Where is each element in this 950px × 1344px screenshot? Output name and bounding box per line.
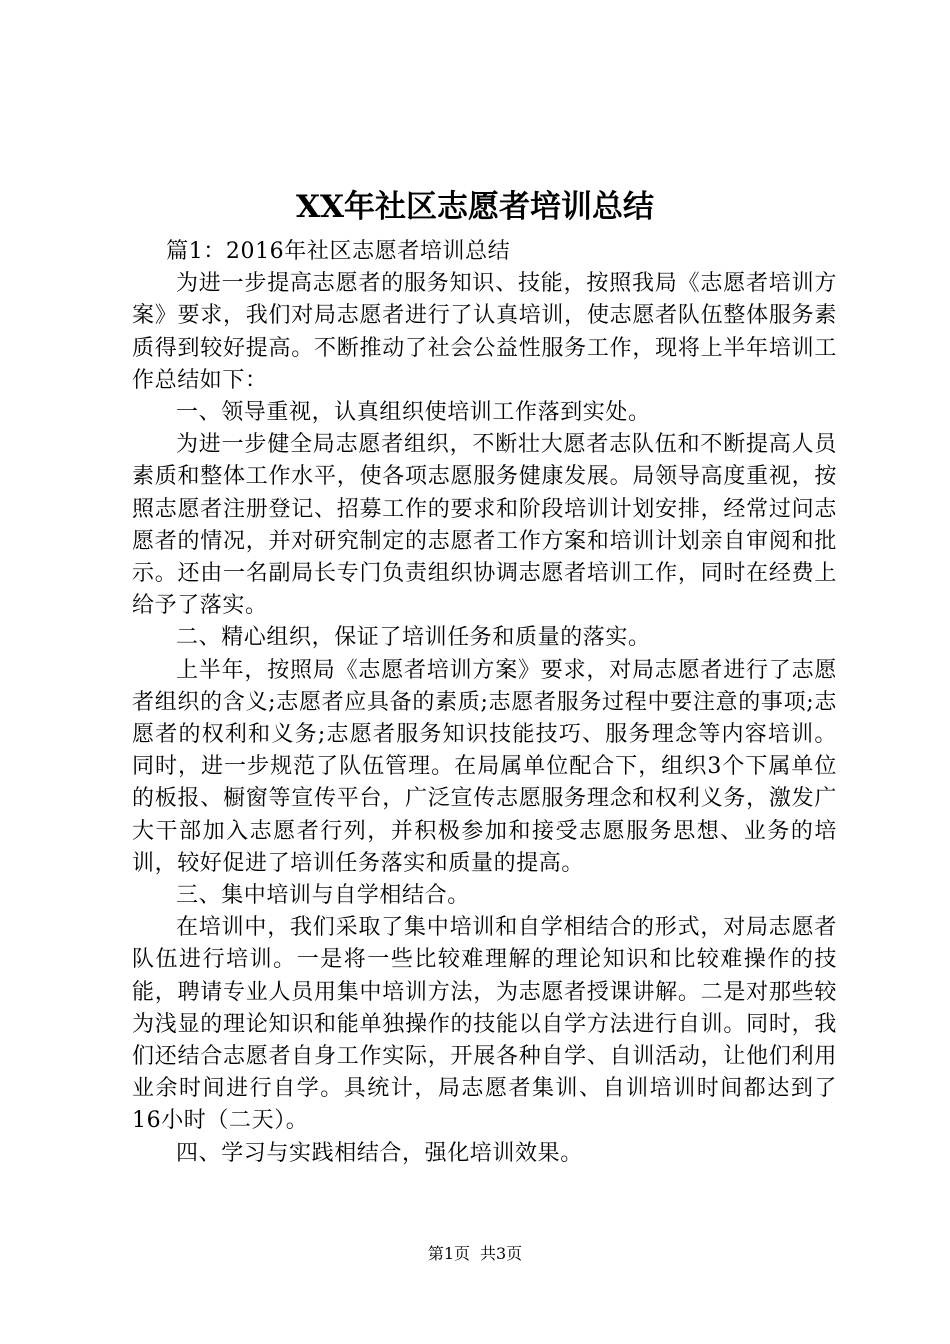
section-heading-4: 四、学习与实践相结合，强化培训效果。	[176, 1140, 583, 1166]
section-heading-3: 三、集中培训与自学相结合。	[176, 883, 470, 909]
document-body	[132, 236, 837, 1170]
paragraph-section-3: 在培训中，我们采取了集中培训和自学相结合的形式，对局志愿者队伍进行培训。一是将一些比较难理解的理论知识和比较难操作的技能，聘请专业人员用集中培训方法，为志愿者授课讲解。二是对那些较为浅显的理论知识和能单独操作的技能以自学方法进行自训。同时，我们还结合志愿者自身工作实际，开展各种自学、自训活动，让他们利用业余时间进行自学。具统计，局志愿者集训、自训培训时间都达到了16小时（二天）。	[132, 915, 837, 1134]
paragraph-section-1: 为进一步健全局志愿者组织，不断壮大愿者志队伍和不断提高人员素质和整体工作水平，使各项志愿服务健康发展。局领导高度重视，按照志愿者注册登记、招募工作的要求和阶段培训计划安排，经常过问志愿者的情况，并对研究制定的志愿者工作方案和培训计划亲自审阅和批示。还由一名副局长专门负责组织协调志愿者培训工作，同时在经费上给予了落实。	[132, 432, 837, 619]
page-total: 共3页	[480, 1244, 523, 1263]
paragraph-intro: 为进一步提高志愿者的服务知识、技能，按照我局《志愿者培训方案》要求，我们对局志愿者进行了认真培训，使志愿者队伍整体服务素质得到较好提高。不断推动了社会公益性服务工作，现将上半年培训工作总结如下：	[132, 271, 837, 393]
section-heading-2: 二、精心组织，保证了培训任务和质量的落实。	[176, 625, 651, 651]
document-title: XX年社区志愿者培训总结	[295, 189, 655, 225]
page-number: 第1页	[427, 1244, 470, 1263]
section-heading-1: 一、领导重视，认真组织使培训工作落到实处。	[176, 400, 651, 426]
paragraph-section-2: 上半年，按照局《志愿者培训方案》要求，对局志愿者进行了志愿者组织的含义;志愿者应具备的素质;志愿者服务过程中要注意的事项;志愿者的权利和义务;志愿者服务知识技能技巧、服务理念等内容培训。同时，进一步规范了队伍管理。在局属单位配合下，组织3个下属单位的板报、橱窗等宣传平台，广泛宣传志愿服务理念和权利义务，激发广大干部加入志愿者行列，并积极参加和接受志愿服务思想、业务的培训，较好促进了培训任务落实和质量的提高。	[132, 657, 837, 876]
page-footer	[0, 1244, 950, 1264]
document-subtitle: 篇1：2016年社区志愿者培训总结	[166, 239, 511, 264]
